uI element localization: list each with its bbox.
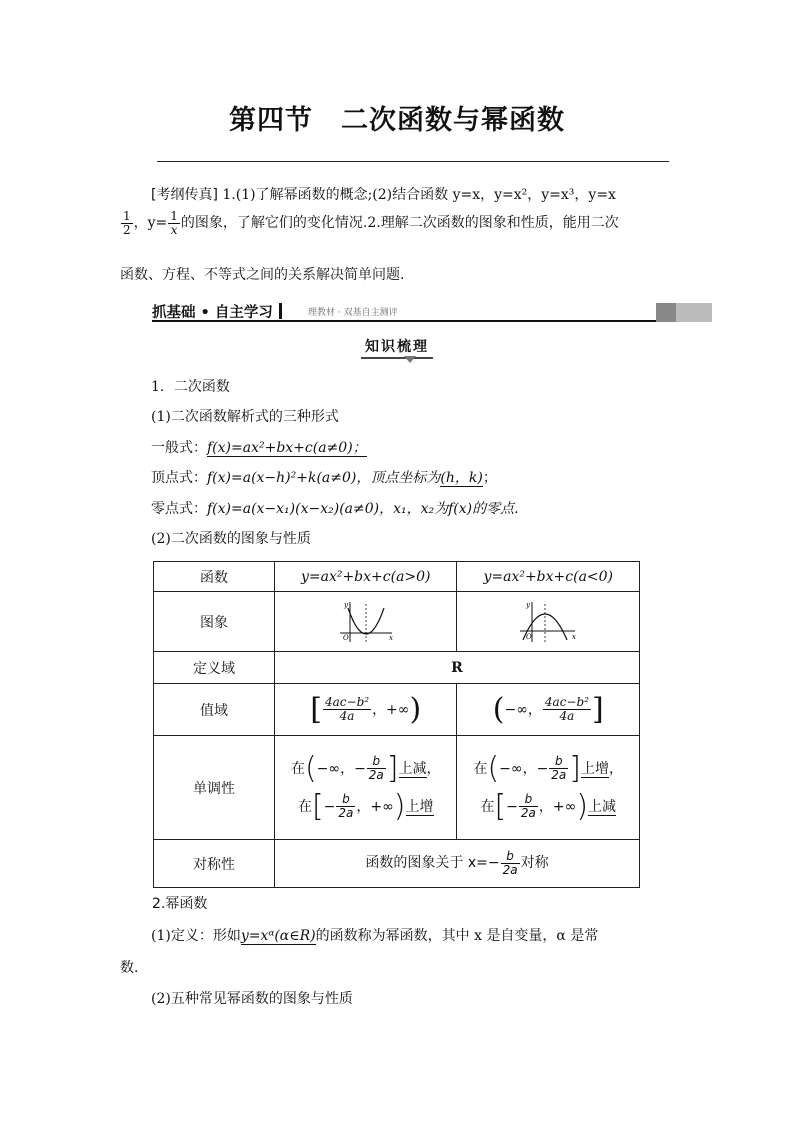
mono-a-positive: 在(−∞，− $\frac{b}{2a}$ ]上减， 在[− $\frac{b}{2a}$ ，+∞)上增	[274, 736, 457, 840]
downward-parabola-graph	[517, 598, 579, 646]
fraction-reciprocal: $\frac{1}{x}$	[170, 209, 178, 237]
table-row	[154, 840, 640, 888]
y-label: y	[343, 600, 348, 609]
range-a-positive: [ $\frac{\text{4ac−b²}}{4a}$ ，+∞)	[274, 684, 457, 736]
label-symmetry: 对称性	[154, 840, 275, 888]
para-graph-props: (2)二次函数的图象与性质	[151, 531, 311, 547]
origin-label: O	[526, 632, 532, 641]
outline-text-1: 1.(1)了解幂函数的概念;(2)结合函数 y=x，y=x²，y=x³，y=x	[222, 187, 616, 203]
domain-value: R	[274, 652, 639, 684]
heading-triangle-icon	[404, 356, 416, 363]
x-label: x	[388, 633, 393, 642]
banner-block-light	[676, 303, 712, 322]
range-a-negative: (−∞， $\frac{\text{4ac−b²}}{4a}$ ]	[457, 684, 640, 736]
outline-line-2	[120, 210, 680, 236]
banner-rule	[152, 320, 656, 322]
outline-line-1	[151, 184, 711, 204]
heading-quadratic: 1．二次函数	[151, 379, 230, 395]
banner-block-dark	[656, 303, 676, 322]
banner-main: 抓基础 • 自主学习	[152, 301, 286, 322]
quadratic-table	[153, 561, 640, 888]
form-zero: 零点式：f(x)=a(x−x₁)(x−x₂)(a≠0)，x₁，x₂为f(x)的零点.	[151, 501, 519, 517]
form-general: 一般式：f(x)=ax²+bx+c(a≠0)；	[151, 440, 367, 456]
table-row	[154, 592, 640, 652]
header-a-positive: y=ax²+bx+c(a>0)	[274, 562, 457, 592]
table-row	[154, 684, 640, 736]
table-row	[154, 736, 640, 840]
fraction-half: $\frac{1}{2}$	[123, 209, 131, 237]
power-definition: (1)定义：形如y=xᵅ(α∈R)的函数称为幂函数，其中 x 是自变量，α 是常	[151, 928, 599, 944]
label-monotonicity: 单调性	[154, 736, 275, 840]
label-range: 值域	[154, 684, 275, 736]
header-a-negative: y=ax²+bx+c(a<0)	[457, 562, 640, 592]
table-row	[154, 652, 640, 684]
section-banner	[152, 300, 712, 322]
graph-downward-cell	[457, 592, 640, 652]
label-graph: 图象	[154, 592, 275, 652]
heading-power: 2.幂函数	[152, 896, 208, 912]
para-three-forms: (1)二次函数解析式的三种形式	[151, 409, 339, 425]
outline-text-2: 的图象，了解它们的变化情况.2.理解二次函数的图象和性质，能用二次	[180, 215, 619, 232]
origin-label: O	[342, 633, 349, 642]
form-vertex: 顶点式：f(x)=a(x−h)²+k(a≠0)，顶点坐标为(h，k)；	[151, 470, 497, 486]
outline-tag: [考纲传真]	[151, 187, 218, 203]
para-five-power: (2)五种常见幂函数的图象与性质	[151, 991, 353, 1007]
section-heading: 知识梳理	[0, 336, 794, 359]
page-title: 第四节 二次函数与幂函数	[229, 105, 565, 136]
power-definition-cont: 数.	[120, 960, 139, 976]
outline-sep: ，y=	[133, 215, 168, 232]
header-function: 函数	[154, 562, 275, 592]
outline-line-3: 函数、方程、不等式之间的关系解决简单问题.	[120, 267, 405, 283]
symmetry-value: 函数的图象关于 x=− $\frac{b}{2a}$ 对称	[274, 840, 639, 888]
table-row	[154, 562, 640, 592]
mono-a-negative: 在(−∞，− $\frac{b}{2a}$ ]上增， 在[− $\frac{b}{2a}$ ，+∞)上减	[457, 736, 640, 840]
upward-parabola-graph	[336, 598, 396, 646]
x-label: x	[572, 632, 577, 641]
title-rule	[157, 161, 669, 162]
y-label: y	[526, 600, 531, 609]
label-domain: 定义域	[154, 652, 275, 684]
banner-sub: 理教材 · 双基自主测评	[308, 308, 398, 318]
graph-upward-cell	[274, 592, 457, 652]
